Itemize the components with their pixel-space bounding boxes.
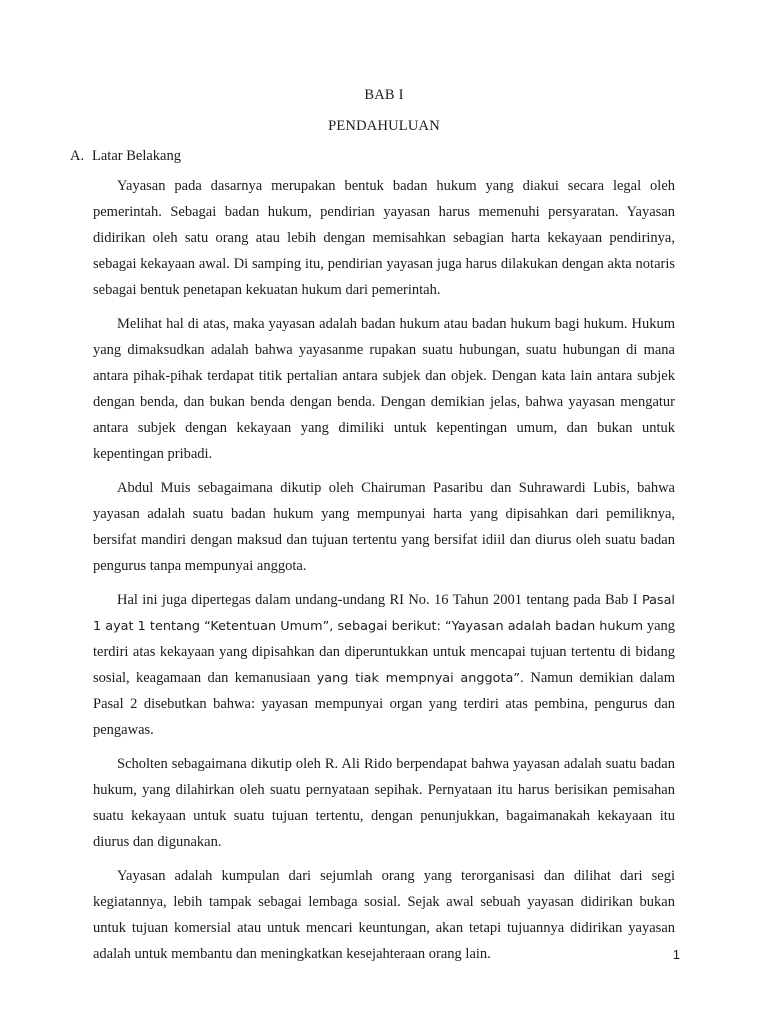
paragraph-5: Scholten sebagaimana dikutip oleh R. Ali Rido berpendapat bahwa yayasan adalah suatu badan hukum, yang dilahirkan oleh suatu pernyataan sepihak. Pernyataan itu harus berisikan pemisahan suatu kekayaan untuk suatu tujuan tertentu, dengan penunjukkan, bagaimanakah kekayaan itu diurus dan digunakan. (93, 756, 675, 850)
paragraph-6: Yayasan adalah kumpulan dari sejumlah orang yang terorganisasi dan dilihat dari segi kegiatannya, lebih tampak sebagai lembaga sosial. Sejak awal sebuah yayasan didirikan bukan untuk tujuan komersial atau untuk mencari keuntungan, akan tetapi tujuannya didirikan yayasan adalah untuk membantu dan meningkatkan kesejahteraan orang lain. (93, 868, 675, 962)
section-title: Latar Belakang (92, 148, 181, 164)
paragraph-4-middle: yang terdiri atas kekayaan yang dipisahkan dan diperuntukkan untuk mencapai tujuan tertentu di bidang sosial, keagamaan dan kemanusiaan (93, 618, 675, 686)
page-number: 1 (672, 947, 680, 962)
body-text (93, 174, 675, 976)
section-heading (70, 148, 181, 165)
section-marker: A. (70, 148, 85, 164)
paragraph-3: Abdul Muis sebagaimana dikutip oleh Chairuman Pasaribu dan Suhrawardi Lubis, bahwa yayasan adalah suatu badan hukum yang mempunyai harta yang dipisahkan dari pemiliknya, bersifat mandiri dengan maksud dan tujuan tertentu yang bersifat idiil dan diurus oleh suatu badan pengurus tanpa mempunyai anggota. (93, 479, 675, 574)
paragraph-4-tail: Namun demikian dalam Pasal 2 disebutkan bahwa: yayasan mempunyai organ yang terdiri atas pembina, pengurus dan pengawas. (93, 669, 676, 738)
chapter-number: BAB I (364, 87, 404, 103)
paragraph-4 (93, 588, 675, 743)
paragraph-2: Melihat hal di atas, maka yayasan adalah badan hukum atau badan hukum bagi hukum. Hukum yang dimaksudkan adalah bahwa yayasanme rupakan suatu hubungan, suatu hubungan di mana antara pihak-pihak terdapat titik pertalian antara subjek dan objek. Dengan kata lain antara subjek dengan benda, dan bukan benda dengan benda. Dengan demikian jelas, bahwa yayasan mengatur antara subjek dengan kekayaan yang dimiliki untuk kepentingan umum, dan bukan untuk kepentingan pribadi. (93, 316, 675, 462)
paragraph-4-quote-end: yang tiak mempnyai anggota”. (316, 670, 525, 686)
paragraph-1: Yayasan pada dasarnya merupakan bentuk badan hukum yang diakui secara legal oleh pemerintah. Sebagai badan hukum, pendirian yayasan harus memenuhi persyaratan. Yayasan didirikan oleh satu orang atau lebih dengan memisahkan sebagian harta kekayaan pendirinya, sebagai kekayaan awal. Di samping itu, pendirian yayasan juga harus dilakukan dengan akta notaris sebagai bentuk penetapan kekuatan hukum dari pemerintah. (93, 178, 675, 298)
paragraph-4-lead: Hal ini juga dipertegas dalam undang-undang RI No. 16 Tahun 2001 tentang pada Bab I (117, 592, 638, 609)
chapter-title: PENDAHULUAN (328, 118, 440, 134)
paragraph-4-quote-start: Pasal 1 ayat 1 tentang “Ketentuan Umum”, sebagai berikut: “Yayasan adalah badan hukum (93, 593, 675, 634)
